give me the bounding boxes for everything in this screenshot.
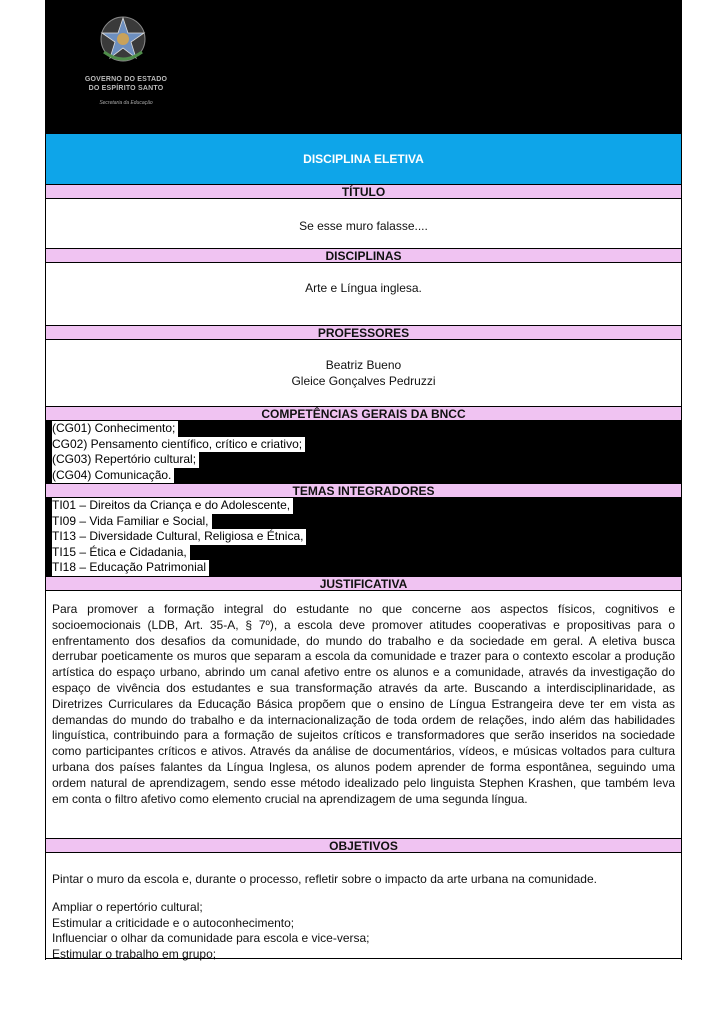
justificativa-heading: JUSTIFICATIVA <box>46 576 681 591</box>
competencia-item: (CG01) Conhecimento; <box>52 421 178 437</box>
objetivo-item: Estimular a criticidade e o autoconhecimento; <box>52 915 295 930</box>
objetivo-item: Estimular o trabalho em grupo; <box>52 946 217 961</box>
professor-1: Beatriz Bueno <box>46 358 681 374</box>
gov-line-2: DO ESPÍRITO SANTO <box>88 85 164 92</box>
discipline-banner: DISCIPLINA ELETIVA <box>46 134 681 185</box>
objetivos-list <box>46 900 681 962</box>
competencias-heading: COMPETÊNCIAS GERAIS DA BNCC <box>46 406 681 421</box>
competencia-item: (CG04) Comunicação. <box>52 468 174 484</box>
objetivo-item: Influenciar o olhar da comunidade para escola e vice-versa; <box>52 931 370 945</box>
titulo-heading: TÍTULO <box>46 184 681 199</box>
document-sheet <box>45 0 682 960</box>
gov-tagline: Secretaria da Educação <box>99 100 153 106</box>
titulo-value: Se esse muro falasse.... <box>46 199 681 244</box>
temas-list <box>46 498 681 576</box>
temas-heading: TEMAS INTEGRADORES <box>46 483 681 498</box>
competencia-item: (CG03) Repertório cultural; <box>52 452 199 468</box>
disciplinas-heading: DISCIPLINAS <box>46 248 681 263</box>
state-coat-of-arms-icon <box>96 12 150 66</box>
objetivo-general: Pintar o muro da escola e, durante o processo, refletir sobre o impacto da arte urbana na comunidade. <box>52 872 597 886</box>
professor-2: Gleice Gonçalves Pedruzzi <box>46 374 681 390</box>
tema-item: TI18 – Educação Patrimonial <box>52 560 209 576</box>
tema-item: TI09 – Vida Familiar e Social, <box>52 514 212 530</box>
bottom-border <box>46 958 681 959</box>
professores-heading: PROFESSORES <box>46 325 681 340</box>
justificativa-text: Para promover a formação integral do estudante no que concerne aos aspectos físicos, cognitivos e socioemocionais (LDB, Art. 35-A, § 7º), a escola deve promover atitudes cooperativas e propositivas para o enfrentamento dos desafios da comunidade, do mundo do trabalho e da sociedade em geral. A eletiva busca derrubar poeticamente os muros que separam a escola da comunidade e trazer para o contexto escolar a produção artística do espaço urbano, abrindo um canal afetivo entre os alunos e a comunidade, através da investigação do espaço de vivência dos estudantes e sua transformação através da arte. Buscando a interdisciplinaridade, as Diretrizes Curriculares da Educação Básica propõem que o ensino de Língua Estrangeira deve ter em vista as demandas do mundo do trabalho e da internacionalização de toda ordem de relações, indo além das habilidades linguística, contribuindo para a formação de sujeitos críticos e transformadores que serão inseridos na sociedade como participantes críticos e ativos. Através da análise de documentários, vídeos, e músicas voltados para cultura urbana dos países falantes da Língua Inglesa, os alunos podem aprender de forma espontânea, seguindo uma ordem natural de aprendizagem, sendo esse método idealizado pelo linguista Stephen Krashen, que também leva em conta o filtro afetivo como elemento crucial na aprendizagem de uma segunda língua. <box>52 602 675 806</box>
header-area <box>46 0 681 134</box>
objetivo-item: Ampliar o repertório cultural; <box>52 900 203 914</box>
tema-item: TI01 – Direitos da Criança e do Adolescente, <box>52 498 293 514</box>
tema-item: TI15 – Ética e Cidadania, <box>52 545 190 561</box>
gov-line-1: GOVERNO DO ESTADO <box>84 76 168 83</box>
disciplinas-value: Arte e Língua inglesa. <box>46 263 681 325</box>
state-logo <box>68 12 178 112</box>
competencia-item: CG02) Pensamento científico, crítico e criativo; <box>52 437 305 453</box>
competencias-list <box>46 421 681 483</box>
tema-item: TI13 – Diversidade Cultural, Religiosa e Étnica, <box>52 529 306 545</box>
objetivos-heading: OBJETIVOS <box>46 838 681 853</box>
